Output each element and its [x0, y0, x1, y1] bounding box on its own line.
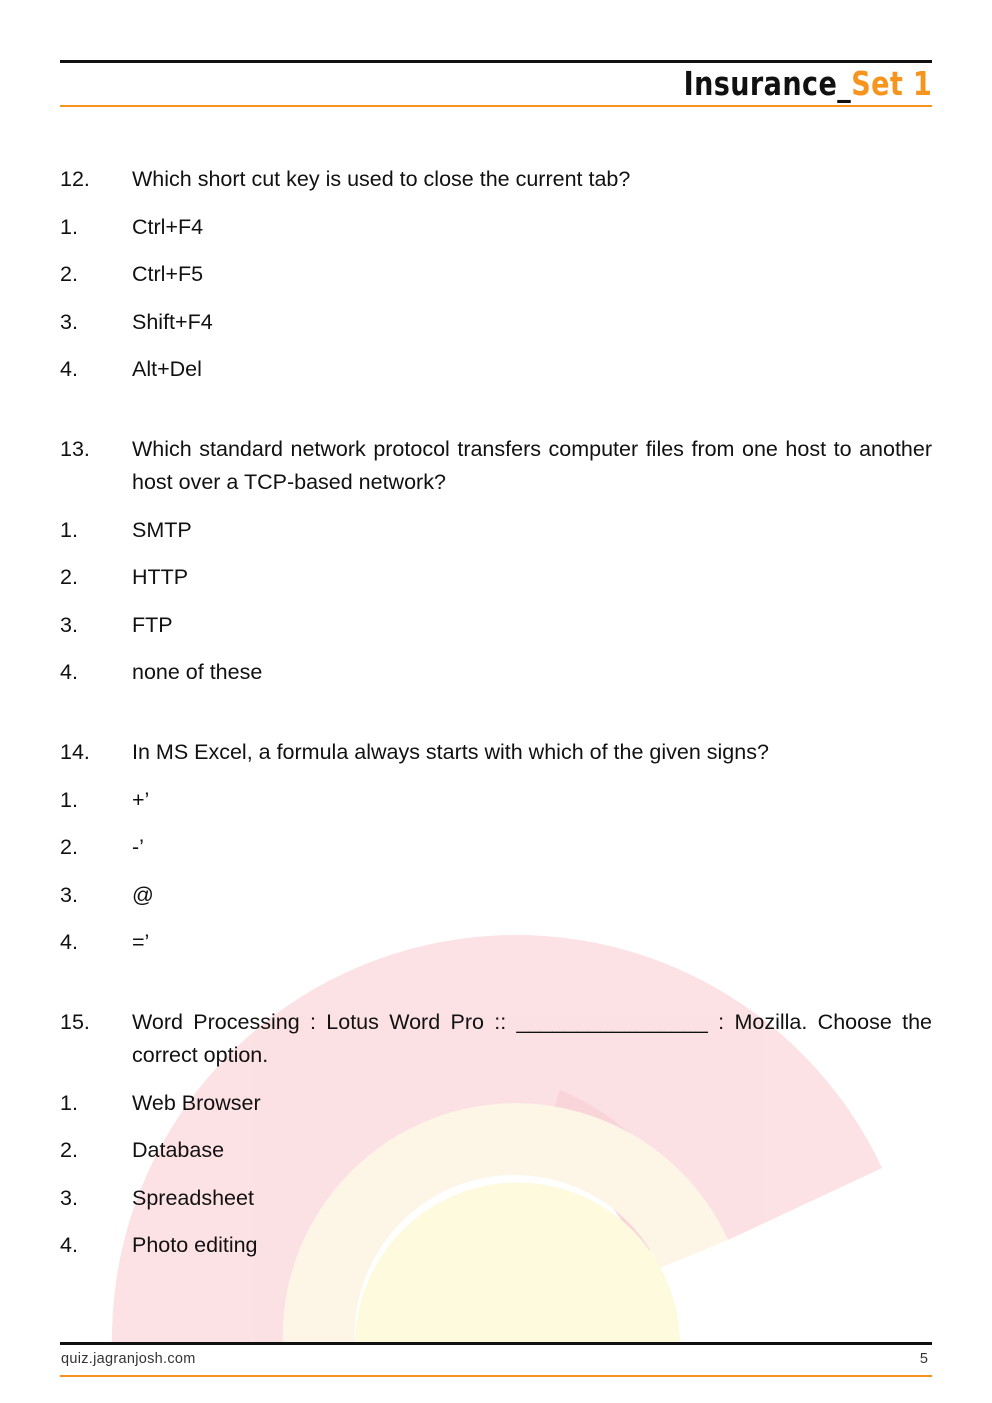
option-item: 2. HTTP: [60, 565, 189, 589]
question-15: [60, 1006, 932, 1262]
question-list: [60, 163, 932, 1309]
footer-accent-rule: [60, 1375, 932, 1377]
question-number: 15.: [60, 1010, 90, 1034]
header-accent-rule: [60, 105, 932, 107]
question-text: In MS Excel, a formula always starts with which of the given signs?: [132, 740, 769, 764]
option-item: 3. Spreadsheet: [60, 1185, 254, 1210]
option-item: 4. none of these: [60, 660, 263, 684]
question-text: Which short cut key is used to close the current tab?: [132, 167, 631, 191]
question-text: Which standard network protocol transfers computer files from one host to another host over a TCP-based network?: [132, 437, 932, 494]
option-item: 4. =’: [60, 930, 150, 954]
page-number: 5: [919, 1351, 928, 1367]
option-item: 3. FTP: [60, 612, 173, 637]
question-14: [60, 736, 932, 959]
option-item: 4. Alt+Del: [60, 357, 202, 381]
question-number: 12.: [60, 167, 90, 191]
footer-site-link[interactable]: quiz.jagranjosh.com: [61, 1351, 196, 1367]
option-item: 3. Shift+F4: [60, 309, 213, 334]
question-12: [60, 163, 932, 386]
header-top-rule: [60, 60, 932, 63]
question-number: 13.: [60, 437, 90, 461]
question-13: [60, 433, 932, 689]
option-item: 2. Database: [60, 1138, 225, 1162]
option-item: 3. @: [60, 882, 154, 907]
page-title: Insurance_Set 1: [683, 64, 932, 103]
question-text: Word Processing : Lotus Word Pro :: ________________ : Mozilla. Choose the correct option.: [132, 1010, 932, 1067]
option-item: 1. SMTP: [60, 517, 192, 542]
option-item: 2. Ctrl+F5: [60, 262, 204, 286]
footer-top-rule: [60, 1342, 932, 1345]
option-item: 1. +’: [60, 787, 150, 812]
option-item: 1. Ctrl+F4: [60, 214, 204, 239]
question-number: 14.: [60, 740, 90, 764]
option-item: 1. Web Browser: [60, 1090, 261, 1115]
option-item: 4. Photo editing: [60, 1233, 258, 1257]
option-item: 2. -’: [60, 835, 144, 859]
